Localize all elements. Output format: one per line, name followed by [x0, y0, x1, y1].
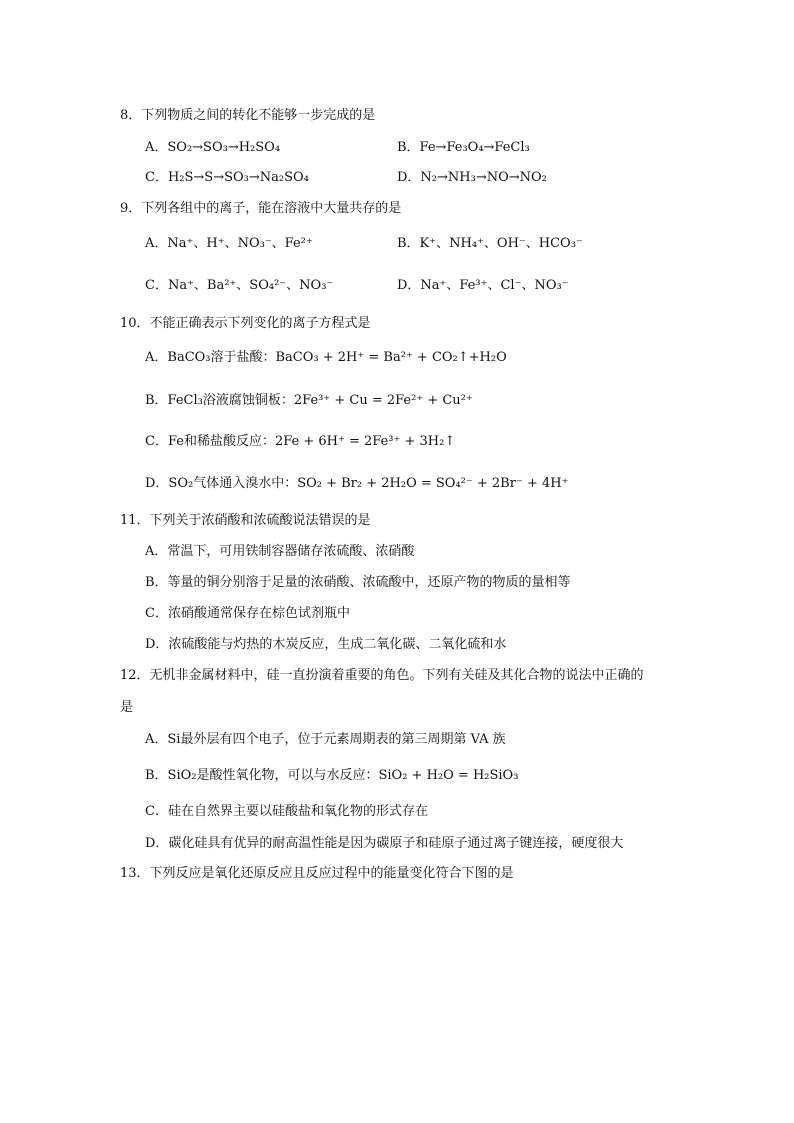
question-8-option-c: C．H₂S→S→SO₃→Na₂SO₄: [145, 170, 309, 185]
question-10-option-d: D．SO₂气体通入溴水中：SO₂ + Br₂ + 2H₂O = SO₄²⁻ + 2Br⁻ + 4H⁺: [145, 476, 569, 491]
question-9-option-b: B．K⁺、NH₄⁺、OH⁻、HCO₃⁻: [397, 236, 583, 251]
question-11-option-c: C．浓硝酸通常保存在棕色试剂瓶中: [145, 606, 350, 621]
question-12-option-c: C．硅在自然界主要以硅酸盐和氧化物的形式存在: [145, 804, 428, 819]
question-12-option-a: A．Si最外层有四个电子，位于元素周期表的第三周期第 VA 族: [145, 732, 506, 747]
question-10-option-b: B．FeCl₃浴液腐蚀铜板：2Fe³⁺ + Cu = 2Fe²⁺ + Cu²⁺: [145, 393, 473, 408]
question-11-stem: 11．下列关于浓硝酸和浓硫酸说法错误的是: [120, 513, 371, 528]
question-8-option-d: D．N₂→NH₃→NO→NO₂: [397, 170, 547, 185]
question-10-stem: 10．不能正确表示下列变化的离子方程式是: [120, 316, 371, 331]
question-12-option-b: B．SiO₂是酸性氧化物，可以与水反应：SiO₂ + H₂O = H₂SiO₃: [145, 768, 519, 783]
question-8-stem: 8．下列物质之间的转化不能够一步完成的是: [120, 108, 376, 123]
question-9-option-c: C．Na⁺、Ba²⁺、SO₄²⁻、NO₃⁻: [145, 278, 334, 293]
question-8-option-a: A．SO₂→SO₃→H₂SO₄: [145, 140, 281, 155]
question-9-option-a: A．Na⁺、H⁺、NO₃⁻、Fe²⁺: [145, 236, 313, 251]
question-12-option-d: D．碳化硅具有优异的耐高温性能是因为碳原子和硅原子通过离子键连接，硬度很大: [145, 836, 624, 851]
question-8-option-b: B．Fe→Fe₃O₄→FeCl₃: [397, 140, 530, 155]
question-12-stem-line2: 是: [120, 700, 134, 715]
question-11-option-d: D．浓硫酸能与灼热的木炭反应，生成二氧化碳、二氧化硫和水: [145, 637, 507, 652]
question-11-option-a: A．常温下，可用铁制容器储存浓硫酸、浓硝酸: [145, 544, 415, 559]
question-13-stem: 13．下列反应是氧化还原反应且反应过程中的能量变化符合下图的是: [120, 866, 514, 881]
question-12-stem-line1: 12．无机非金属材料中，硅一直扮演着重要的角色。下列有关硅及其化合物的说法中正确的: [120, 668, 644, 683]
question-11-option-b: B．等量的铜分别溶于足量的浓硝酸、浓硫酸中，还原产物的物质的量相等: [145, 575, 571, 590]
question-9-option-d: D．Na⁺、Fe³⁺、Cl⁻、NO₃⁻: [397, 278, 569, 293]
question-10-option-c: C．Fe和稀盐酸反应：2Fe + 6H⁺ = 2Fe³⁺ + 3H₂↑: [145, 434, 456, 449]
question-10-option-a: A．BaCO₃溶于盐酸：BaCO₃ + 2H⁺ = Ba²⁺ + CO₂↑+H₂O: [145, 350, 507, 365]
question-9-stem: 9．下列各组中的离子，能在溶液中大量共存的是: [120, 201, 402, 216]
